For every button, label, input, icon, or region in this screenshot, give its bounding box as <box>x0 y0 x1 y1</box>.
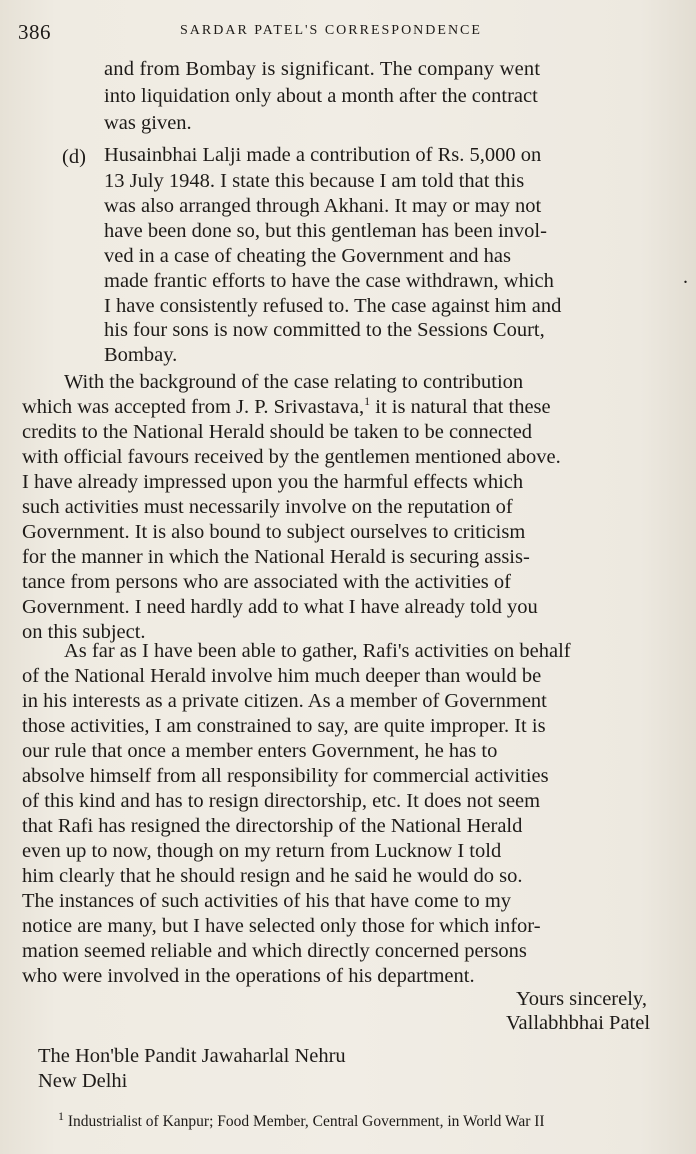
text-line: into liquidation only about a month after the contract <box>104 85 538 107</box>
text-line: made frantic efforts to have the case withdrawn, which <box>104 270 554 292</box>
text-line: that Rafi has resigned the directorship of the National Herald <box>22 815 523 837</box>
footnote-number: 1 <box>58 1108 64 1123</box>
text-line: have been done so, but this gentleman has been invol- <box>104 220 547 242</box>
text-line: tance from persons who are associated with the activities of <box>22 571 511 593</box>
page-header <box>18 20 668 50</box>
text-line: I have already impressed upon you the harmful effects which <box>22 471 524 493</box>
text-line: With the background of the case relating to contribution <box>64 371 524 393</box>
text-line: with official favours received by the gentlemen mentioned above. <box>22 446 561 468</box>
text-line: Government. It is also bound to subject ourselves to criticism <box>22 521 526 543</box>
text-line: our rule that once a member enters Government, he has to <box>22 740 498 762</box>
text-segment: it is natural that these <box>370 396 551 418</box>
text-line: and from Bombay is significant. The company went <box>104 58 541 80</box>
signature: Vallabhbhai Patel <box>506 1012 651 1034</box>
footnote-reference: 1 <box>364 394 371 409</box>
margin-dot: . <box>683 266 688 288</box>
text-line: credits to the National Herald should be taken to be connected <box>22 421 533 443</box>
text-line: him clearly that he should resign and he said he would do so. <box>22 865 523 887</box>
text-line: for the manner in which the National Herald is securing assis- <box>22 546 530 568</box>
text-segment: which was accepted from J. P. Srivastava, <box>22 396 365 418</box>
text-line: absolve himself from all responsibility for commercial activities <box>22 765 549 787</box>
page-number: 386 <box>18 20 51 44</box>
text-line: who were involved in the operations of his department. <box>22 965 475 987</box>
text-line: 13 July 1948. I state this because I am told that this <box>104 170 525 192</box>
text-line: Husainbhai Lalji made a contribution of Rs. 5,000 on <box>104 144 542 166</box>
footnote <box>58 1108 545 1131</box>
footnote-text: Industrialist of Kanpur; Food Member, Central Government, in World War II <box>67 1113 545 1130</box>
running-head: SARDAR PATEL'S CORRESPONDENCE <box>180 23 482 38</box>
text-line: such activities must necessarily involve on the reputation of <box>22 496 513 518</box>
text-line: mation seemed reliable and which directly concerned persons <box>22 940 527 962</box>
text-line: The instances of such activities of his that have come to my <box>22 890 512 912</box>
text-line: of the National Herald involve him much deeper than would be <box>22 665 542 687</box>
text-line: was given. <box>104 112 192 134</box>
text-line: I have consistently refused to. The case against him and <box>104 295 562 317</box>
text-line: ved in a case of cheating the Government and has <box>104 245 511 267</box>
text-line: even up to now, though on my return from Lucknow I told <box>22 840 502 862</box>
text-line: of this kind and has to resign directorship, etc. It does not seem <box>22 790 541 812</box>
text-line: notice are many, but I have selected only those for which infor- <box>22 915 541 937</box>
text-line: in his interests as a private citizen. As a member of Government <box>22 690 547 712</box>
text-line: was also arranged through Akhani. It may or may not <box>104 195 542 217</box>
salutation: Yours sincerely, <box>516 988 647 1010</box>
text-line-with-note <box>22 395 551 419</box>
text-line: Bombay. <box>104 344 178 366</box>
addressee-name: The Hon'ble Pandit Jawaharlal Nehru <box>38 1045 346 1067</box>
list-marker: (d) <box>62 146 86 168</box>
text-line: As far as I have been able to gather, Rafi's activities on behalf <box>64 640 571 662</box>
text-line: Government. I need hardly add to what I have already told you <box>22 596 538 618</box>
text-line: his four sons is now committed to the Sessions Court, <box>104 319 545 341</box>
text-line: on this subject. <box>22 621 146 643</box>
text-line: those activities, I am constrained to say, are quite improper. It is <box>22 715 546 737</box>
addressee-city: New Delhi <box>38 1070 128 1092</box>
